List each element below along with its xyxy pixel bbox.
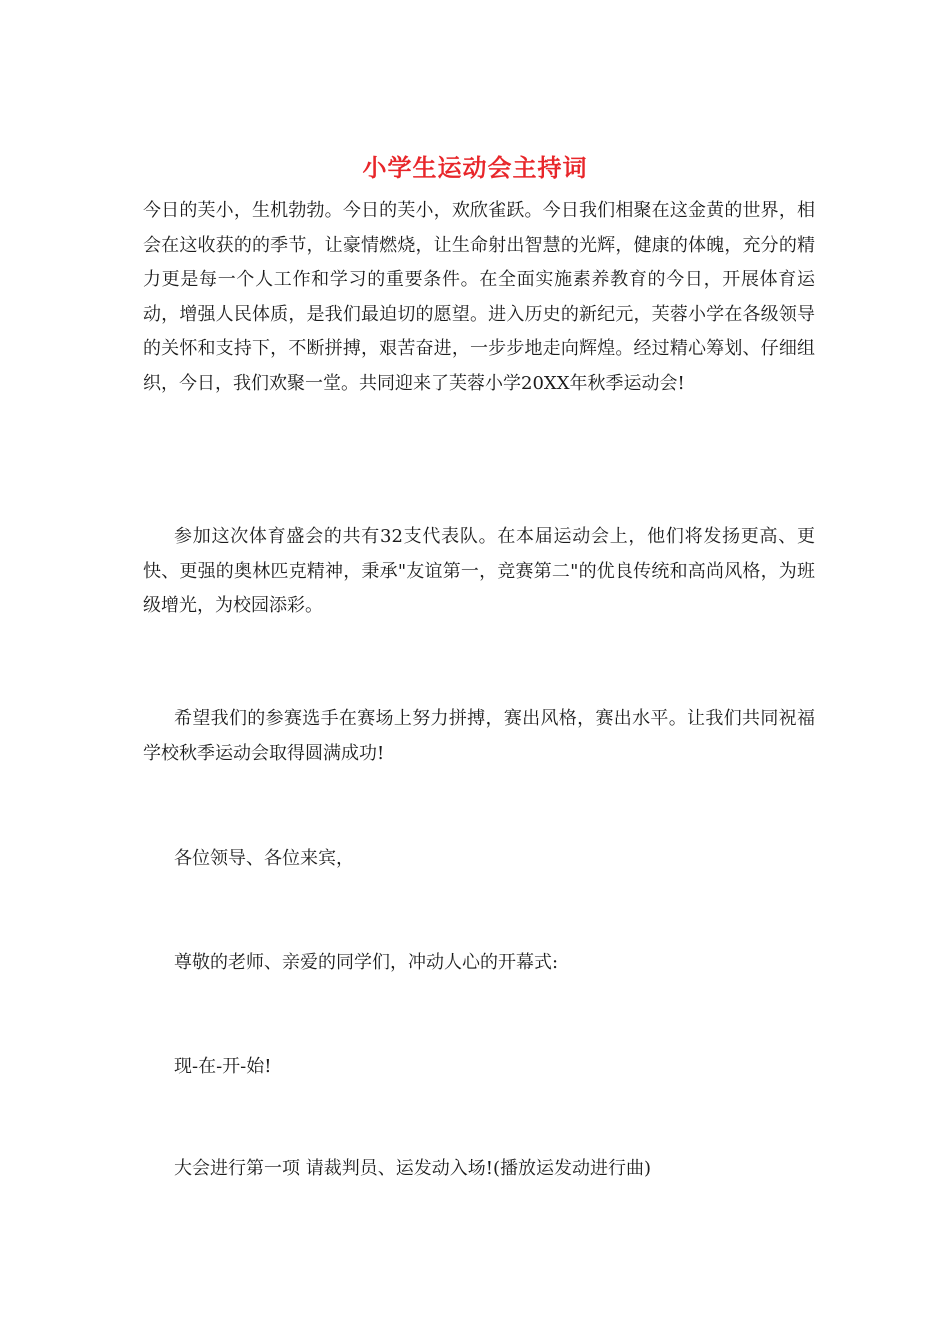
paragraph-greeting-guests: 各位领导、各位来宾，	[174, 848, 354, 869]
paragraph-agenda-item-one: 大会进行第一项 请裁判员、运发动入场!(播放运发动进行曲)	[174, 1158, 651, 1179]
paragraph-start: 现-在-开-始!	[174, 1056, 272, 1077]
paragraph-teams: 参加这次体育盛会的共有32支代表队。在本届运动会上，他们将发扬更高、更快、更强的奥林匹克精神，秉承"友谊第一，竞赛第二"的优良传统和高尚风格，为班级增光，为校园添彩。	[143, 526, 815, 616]
paragraph-intro: 今日的芙小，生机勃勃。今日的芙小，欢欣雀跃。今日我们相聚在这金黄的世界，相会在这收获的的季节，让豪情燃烧，让生命射出智慧的光辉，健康的体魄，充分的精力更是每一个人工作和学习的重要条件。在全面实施素养教育的今日，开展体育运动，增强人民体质，是我们最迫切的愿望。进入历史的新纪元，芙蓉小学在各级领导的关怀和支持下，不断拼搏，艰苦奋进，一步步地走向辉煌。经过精心筹划、仔细组织，今日，我们欢聚一堂。共同迎来了芙蓉小学20XX年秋季运动会!	[143, 200, 815, 394]
document-title: 小学生运动会主持词	[362, 153, 588, 182]
paragraph-greeting-teachers: 尊敬的老师、亲爱的同学们，冲动人心的开幕式:	[174, 952, 559, 973]
paragraph-wishes: 希望我们的参赛选手在赛场上努力拼搏，赛出风格，赛出水平。让我们共同祝福学校秋季运动会取得圆满成功!	[143, 708, 815, 764]
